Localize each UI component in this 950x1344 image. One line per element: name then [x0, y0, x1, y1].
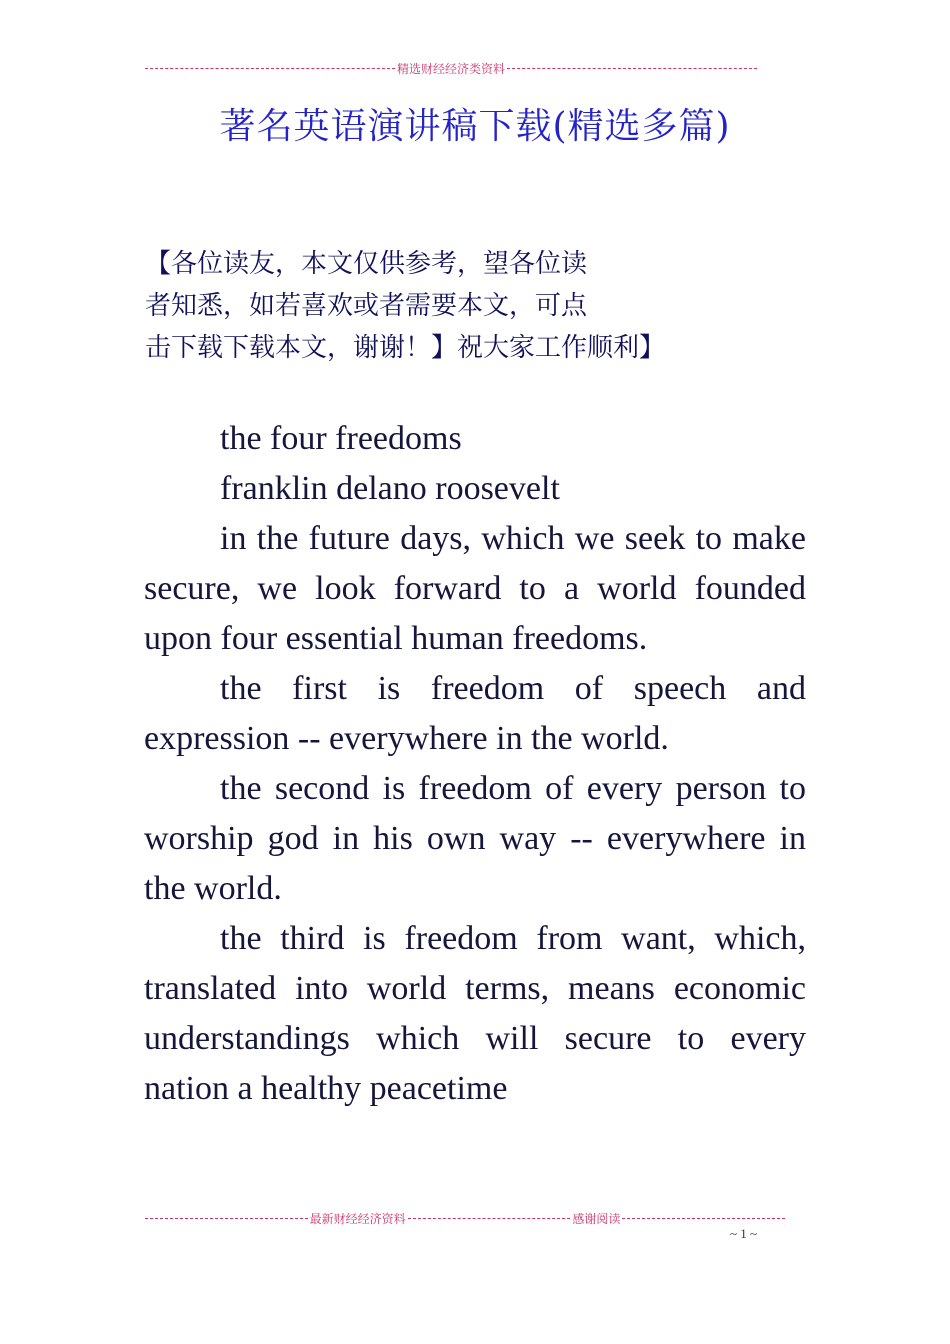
speech-title: the four freedoms: [220, 420, 462, 457]
footer-divider: [145, 1218, 308, 1219]
paragraph: in the future days, which we seek to make secure, we look forward to a world founded upon four essential human freedoms.: [144, 520, 806, 657]
footer-divider: [622, 1218, 785, 1219]
header-divider-left: [145, 68, 395, 69]
reader-notice: [145, 243, 765, 369]
header-divider-right: [507, 68, 757, 69]
document-title: 著名英语演讲稿下载(精选多篇): [219, 106, 731, 147]
page-footer: [145, 1210, 785, 1226]
page-header: [145, 60, 757, 76]
document-body: [144, 414, 806, 1114]
footer-divider: [408, 1218, 571, 1219]
speech-author: franklin delano roosevelt: [220, 470, 560, 507]
notice-line: 【各位读友，本文仅供参考，望各位读: [145, 249, 588, 279]
header-label: 精选财经经济类资料: [397, 61, 506, 76]
notice-line: 者知悉，如若喜欢或者需要本文，可点: [145, 291, 588, 321]
paragraph: the first is freedom of speech and expression -- everywhere in the world.: [144, 670, 806, 757]
page-number: ~ 1 ~: [730, 1226, 758, 1241]
paragraph: the second is freedom of every person to worship god in his own way -- everywhere in the world.: [144, 770, 806, 907]
notice-line: 击下载下载本文，谢谢！】祝大家工作顺利】: [145, 333, 666, 363]
footer-label-right: 感谢阅读: [572, 1211, 621, 1226]
footer-label-left: 最新财经经济资料: [309, 1211, 406, 1226]
paragraph: the third is freedom from want, which, translated into world terms, means economic understandings which will secure to every nation a healthy peacetime: [144, 920, 806, 1107]
